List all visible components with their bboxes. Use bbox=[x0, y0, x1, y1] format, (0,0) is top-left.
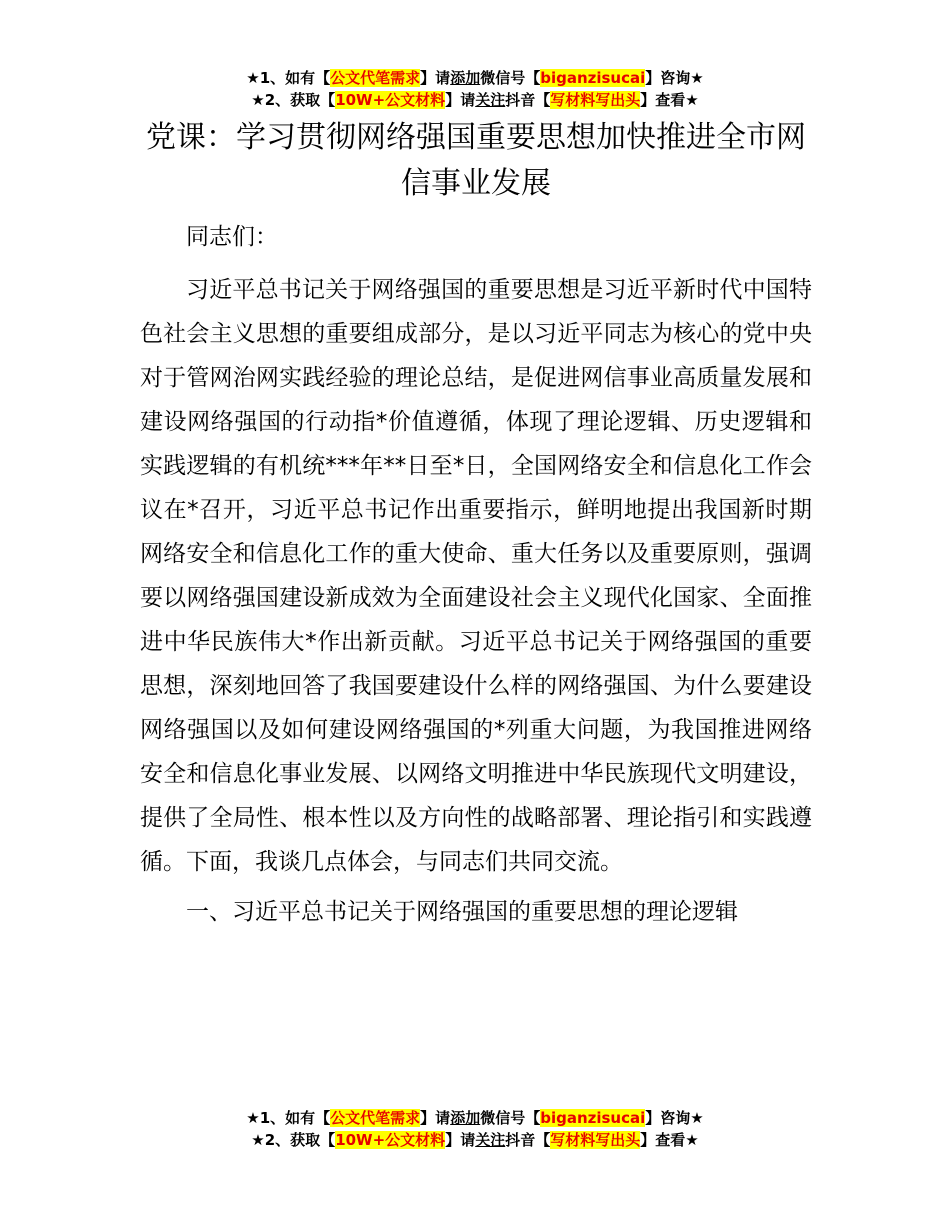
banner-text: 】咨询★ bbox=[645, 1109, 704, 1127]
header-banner bbox=[0, 67, 950, 111]
salutation: 同志们： bbox=[186, 224, 278, 250]
banner-text: ★2、获取【 bbox=[251, 1131, 336, 1149]
banner-highlight: biganzisucai bbox=[540, 69, 646, 87]
section-heading: 一、习近平总书记关于网络强国的重要思想的理论逻辑 bbox=[186, 899, 738, 925]
banner-underlined: 关注 bbox=[475, 1131, 506, 1149]
banner-text: ★1、如有【 bbox=[246, 1109, 331, 1127]
banner-highlight: biganzisucai bbox=[540, 1109, 646, 1127]
banner-text: 抖音【 bbox=[505, 1131, 551, 1149]
document-title: 党课：学习贯彻网络强国重要思想加快推进全市网信事业发展 bbox=[146, 120, 806, 201]
banner-highlight: 10W+公文材料 bbox=[335, 91, 446, 109]
document-body bbox=[140, 215, 812, 940]
banner-text: 】请 bbox=[445, 91, 476, 109]
banner-underlined: 关注 bbox=[475, 91, 506, 109]
banner-text: 微信号【 bbox=[480, 69, 541, 87]
banner-line-2 bbox=[0, 89, 950, 111]
banner-highlight: 公文代笔需求 bbox=[330, 1109, 421, 1127]
banner-line-2 bbox=[0, 1129, 950, 1151]
banner-highlight: 写材料写出头 bbox=[550, 91, 641, 109]
banner-highlight: 公文代笔需求 bbox=[330, 69, 421, 87]
banner-text: 】查看★ bbox=[640, 91, 699, 109]
banner-text: 抖音【 bbox=[505, 91, 551, 109]
banner-highlight: 写材料写出头 bbox=[550, 1131, 641, 1149]
banner-underlined: 添加 bbox=[450, 69, 481, 87]
banner-text: 】查看★ bbox=[640, 1131, 699, 1149]
footer-banner bbox=[0, 1107, 950, 1151]
banner-highlight: 10W+公文材料 bbox=[335, 1131, 446, 1149]
banner-text: 】请 bbox=[445, 1131, 476, 1149]
banner-text: 】咨询★ bbox=[645, 69, 704, 87]
banner-line-1 bbox=[0, 67, 950, 89]
banner-underlined: 添加 bbox=[450, 1109, 481, 1127]
banner-text: ★2、获取【 bbox=[251, 91, 336, 109]
banner-line-1 bbox=[0, 1107, 950, 1129]
banner-text: 】请 bbox=[420, 69, 451, 87]
banner-text: 微信号【 bbox=[480, 1109, 541, 1127]
banner-text: 】请 bbox=[420, 1109, 451, 1127]
paragraph: 习近平总书记关于网络强国的重要思想是习近平新时代中国特色社会主义思想的重要组成部分，是以习近平同志为核心的党中央对于管网治网实践经验的理论总结，是促进网信事业高质量发展和建设网络强国的行动指*价值遵循，体现了理论逻辑、历史逻辑和实践逻辑的有机统***年**日至*日，全国网络安全和信息化工作会议在*召开，习近平总书记作出重要指示，鲜明地提出我国新时期网络安全和信息化工作的重大使命、重大任务以及重要原则，强调要以网络强国建设新成效为全面建设社会主义现代化国家、全面推进中华民族伟大*作出新贡献。习近平总书记关于网络强国的重要思想，深刻地回答了我国要建设什么样的网络强国、为什么要建设网络强国以及如何建设网络强国的*列重大问题，为我国推进网络安全和信息化事业发展、以网络文明推进中华民族现代文明建设，提供了全局性、根本性以及方向性的战略部署、理论指引和实践遵循。下面，我谈几点体会，与同志们共同交流。 bbox=[140, 277, 812, 875]
banner-text: ★1、如有【 bbox=[246, 69, 331, 87]
